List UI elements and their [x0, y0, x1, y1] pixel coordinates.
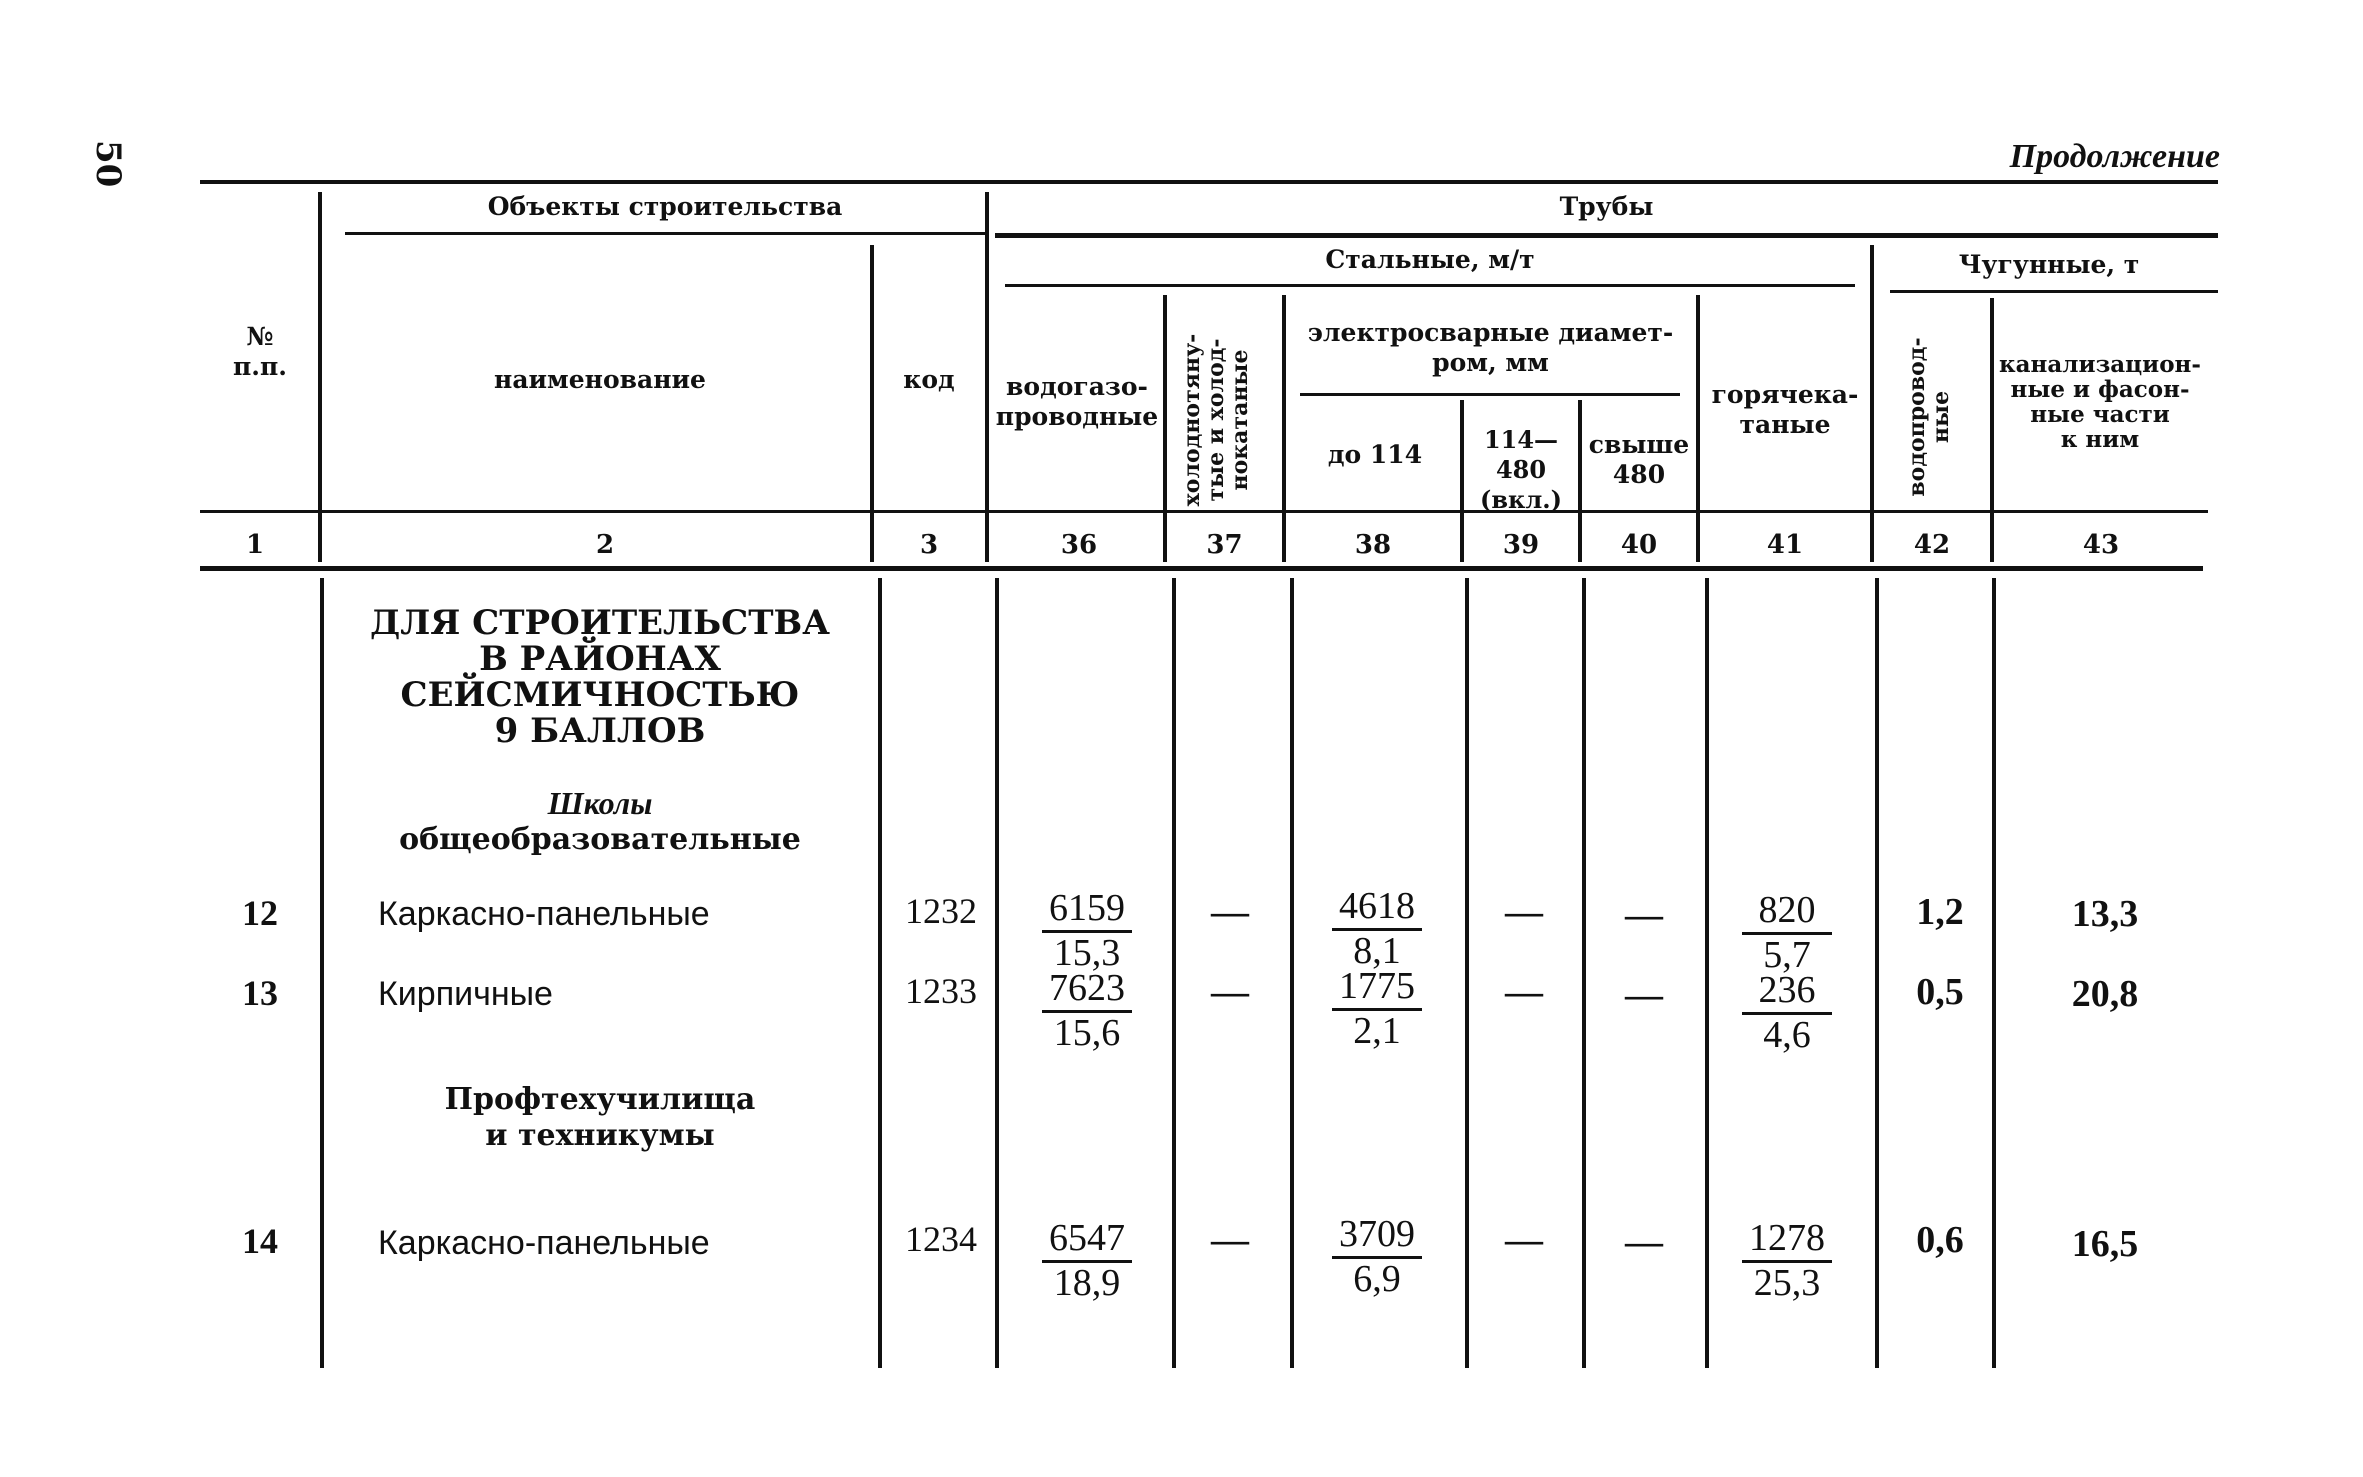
- cell-water-pipe: 1,2: [1916, 891, 1964, 933]
- section-title: ДЛЯ СТРОИТЕЛЬСТВА В РАЙОНАХ СЕЙСМИЧНОСТЬЮ 9 БАЛЛОВ: [370, 603, 830, 751]
- denominator: 18,9: [1042, 1260, 1132, 1303]
- body-vline-4: [1172, 578, 1176, 1368]
- header-114-480: 114—480 (вкл.): [1480, 425, 1562, 514]
- denominator: 6,9: [1332, 1256, 1422, 1299]
- cast-iron-rule: [1890, 290, 2218, 293]
- cell-water-gas: [1022, 968, 1152, 1053]
- column-number: 38: [1354, 530, 1392, 560]
- cell-hot-rolled: [1722, 970, 1852, 1055]
- numerator: 236: [1758, 969, 1816, 1011]
- numerator: 6159: [1049, 887, 1125, 929]
- numerator: 1775: [1339, 965, 1415, 1007]
- cell-114-480: —: [1505, 891, 1543, 933]
- cell-up-to-114: [1312, 966, 1442, 1051]
- cell-over-480: —: [1625, 1221, 1663, 1263]
- numerator: 3709: [1339, 1213, 1415, 1255]
- header-hot-rolled: горячека- таные: [1711, 380, 1859, 439]
- cell-up-to-114: [1312, 886, 1442, 971]
- vline-3: [985, 192, 989, 562]
- denominator: 2,1: [1332, 1008, 1422, 1051]
- numerator: 7623: [1049, 967, 1125, 1009]
- header-row-number: № п.п.: [232, 322, 287, 381]
- header-sewer: канализацион- ные и фасон- ные части к ним: [1999, 351, 2201, 453]
- vline-10: [1990, 298, 1994, 562]
- body-vline-7: [1582, 578, 1586, 1368]
- column-number: 39: [1502, 530, 1540, 560]
- header-code: код: [903, 365, 955, 394]
- header-objects-group: Объекты строительства: [487, 192, 843, 221]
- denominator: 5,7: [1742, 932, 1832, 975]
- row-code: 1233: [905, 971, 977, 1011]
- column-number: 3: [919, 530, 939, 560]
- steel-rule: [1005, 284, 1855, 287]
- column-number: 40: [1620, 530, 1658, 560]
- column-number: 36: [1060, 530, 1098, 560]
- cell-114-480: —: [1505, 971, 1543, 1013]
- header-electrowelded-group: электросварные диамет- ром, мм: [1307, 318, 1674, 377]
- column-number: 41: [1766, 530, 1804, 560]
- body-vline-1: [320, 578, 324, 1368]
- numerator: 820: [1758, 889, 1816, 931]
- row-number: 12: [242, 893, 278, 933]
- denominator: 4,6: [1742, 1012, 1832, 1055]
- vline-9: [1870, 245, 1874, 562]
- denominator: 15,3: [1042, 930, 1132, 973]
- denominator: 8,1: [1332, 928, 1422, 971]
- cell-over-480: —: [1625, 894, 1663, 936]
- cell-water-gas: [1022, 888, 1152, 973]
- row-name: Кирпичные: [378, 975, 553, 1013]
- column-number: 43: [2082, 530, 2120, 560]
- body-vline-8: [1705, 578, 1709, 1368]
- row-name: Каркасно-панельные: [378, 895, 710, 933]
- row-number: 13: [242, 973, 278, 1013]
- column-number: 37: [1206, 530, 1243, 560]
- row-name: Каркасно-панельные: [378, 1224, 710, 1262]
- vline-1: [318, 192, 322, 562]
- row-code: 1234: [905, 1219, 977, 1259]
- cell-cold-drawn: —: [1211, 1219, 1249, 1261]
- group-colleges-line2: и техникумы: [485, 1118, 715, 1153]
- header-cold-drawn: холоднотяну- тые и холод- нокатаные: [1179, 333, 1253, 507]
- row-code: 1232: [905, 891, 977, 931]
- denominator: 15,6: [1042, 1010, 1132, 1053]
- numerator: 6547: [1049, 1217, 1125, 1259]
- electro-rule: [1300, 393, 1680, 396]
- group-colleges-line1: Профтехучилища: [444, 1082, 756, 1117]
- cell-cold-drawn: —: [1211, 891, 1249, 933]
- cell-hot-rolled: [1722, 890, 1852, 975]
- group-schools-line2: общеобразовательные: [399, 822, 801, 857]
- header-water-gas: водогазо- проводные: [995, 372, 1159, 431]
- row-number: 14: [242, 1221, 278, 1261]
- cell-water-pipe: 0,5: [1916, 971, 1964, 1013]
- header-over-480: свыше 480: [1588, 430, 1690, 489]
- pipes-rule: [995, 233, 2218, 238]
- page-number: 50: [88, 140, 128, 188]
- numerator: 1278: [1749, 1217, 1825, 1259]
- vline-5: [1282, 295, 1286, 562]
- vline-4: [1163, 295, 1167, 562]
- cell-water-pipe: 0,6: [1916, 1219, 1964, 1261]
- denominator: 25,3: [1742, 1260, 1832, 1303]
- numbers-bottom-rule: [200, 566, 2203, 571]
- cell-over-480: —: [1625, 974, 1663, 1016]
- cell-sewer: 20,8: [2071, 973, 2139, 1015]
- header-cast-iron-group: Чугунные, т: [1958, 250, 2140, 279]
- body-vline-5: [1290, 578, 1294, 1368]
- column-number: 1: [245, 530, 265, 560]
- cell-cold-drawn: —: [1211, 971, 1249, 1013]
- header-steel-group: Стальные, м/т: [1325, 245, 1535, 274]
- cell-sewer: 13,3: [2071, 893, 2139, 935]
- header-water-pipe: водопровод- ные: [1904, 337, 1954, 497]
- vline-2: [870, 245, 874, 562]
- table-top-rule: [200, 180, 2218, 184]
- continuation-label: Продолжение: [2009, 138, 2220, 175]
- body-vline-6: [1465, 578, 1469, 1368]
- cell-water-gas: [1022, 1218, 1152, 1303]
- group-schools-line1: Школы: [547, 785, 653, 821]
- column-number: 42: [1913, 530, 1951, 560]
- cell-up-to-114: [1312, 1214, 1442, 1299]
- column-number: 2: [595, 530, 615, 560]
- body-vline-2: [878, 578, 882, 1368]
- header-up-to-114: до 114: [1327, 440, 1423, 469]
- cell-sewer: 16,5: [2071, 1223, 2139, 1265]
- header-pipes-group: Трубы: [1559, 192, 1654, 221]
- objects-rule: [345, 232, 985, 235]
- cell-114-480: —: [1505, 1219, 1543, 1261]
- numerator: 4618: [1339, 885, 1415, 927]
- cell-hot-rolled: [1722, 1218, 1852, 1303]
- header-name: наименование: [494, 365, 706, 394]
